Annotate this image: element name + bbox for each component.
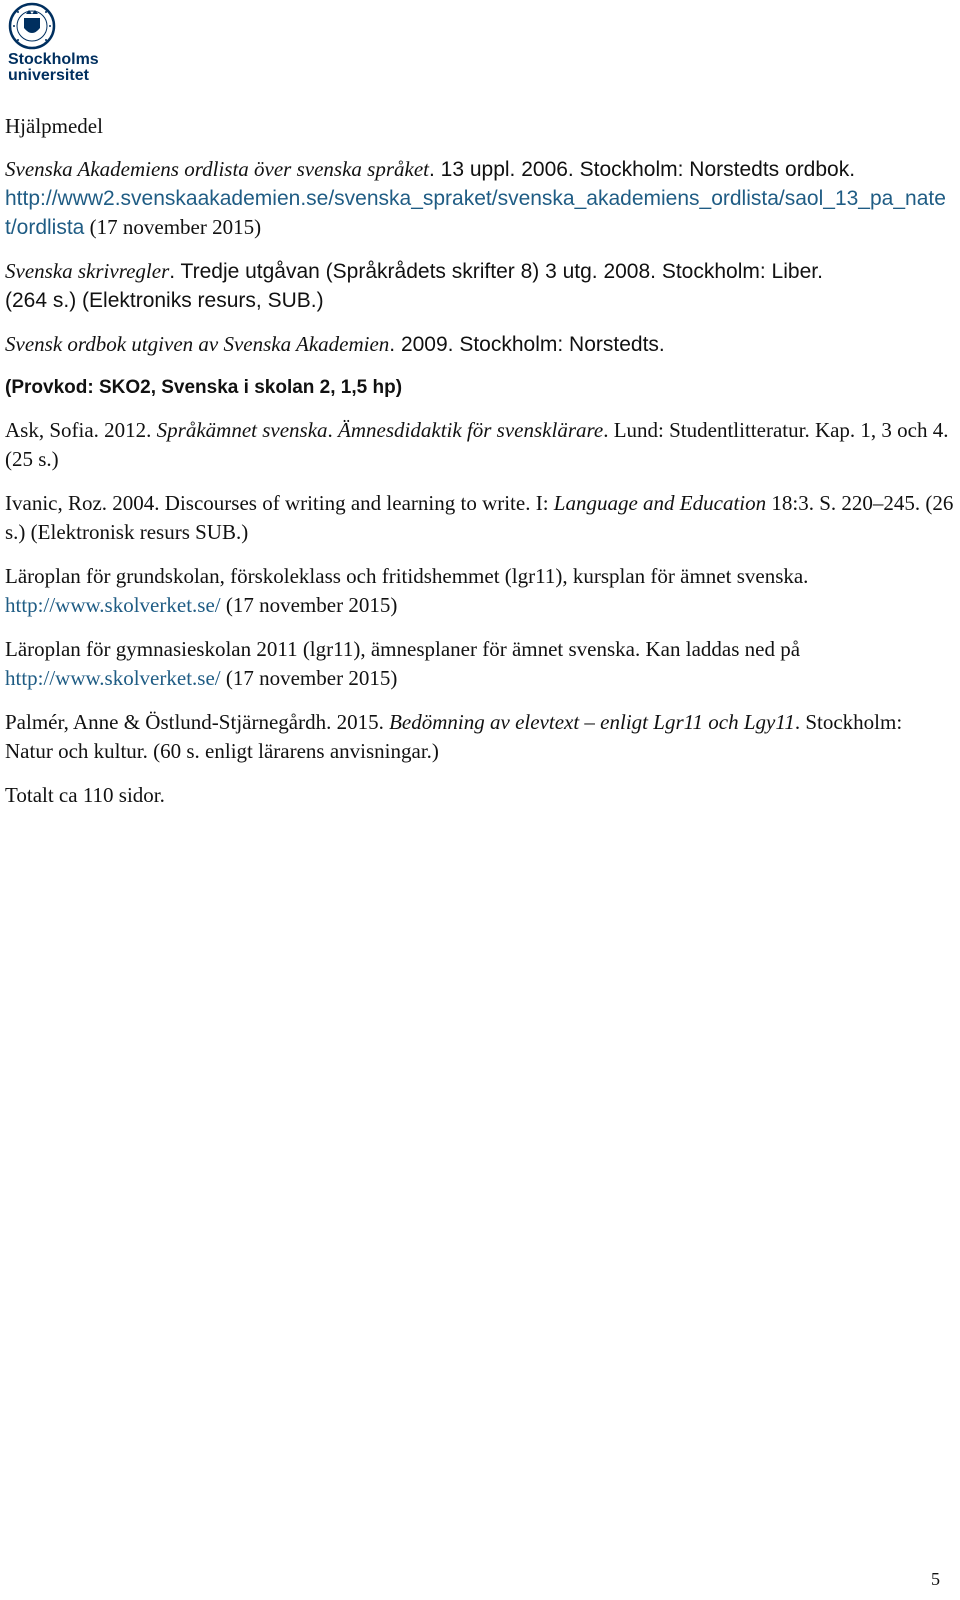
skrivregler-pages: (264 s.) (Elektroniks resurs, SUB.) (5, 289, 324, 312)
page-number: 5 (931, 1569, 940, 1589)
logo-line-2: universitet (8, 67, 89, 84)
ask-title-1: Språkämnet svenska (156, 418, 328, 442)
document-body (5, 112, 955, 810)
lgr11-text: Läroplan för grundskolan, förskoleklass och fritidshemmet (lgr11), kursplan för ämnet svenska. (5, 564, 809, 588)
reference-saol (5, 155, 955, 242)
saol-link[interactable]: http://www2.svenskaakademien.se/svenska_spraket/svenska_akademiens_ordlista/saol_13_pa_natet/ordlista (5, 187, 946, 239)
lgr11-date: (17 november 2015) (220, 593, 398, 617)
lgr11-link[interactable]: http://www.skolverket.se/ (5, 593, 221, 617)
ivanic-rest: 18:3. S. 220–245. (26 s.) (Elektronisk resurs SUB.) (5, 491, 954, 544)
palmer-title: Bedömning av elevtext – enligt Lgr11 och Lgy11 (389, 710, 795, 734)
gy11-date: (17 november 2015) (220, 666, 398, 690)
saol-rest: . 13 uppl. 2006. Stockholm: Norstedts ordbok. (428, 158, 856, 181)
provkod-heading: (Provkod: SKO2, Svenska i skolan 2, 1,5 hp) (5, 377, 403, 398)
logo-line-1: Stockholms (8, 51, 99, 68)
reference-ivanic (5, 489, 955, 547)
seal-icon (4, 2, 64, 52)
ivanic-journal: Language and Education (553, 491, 767, 515)
university-logo (4, 2, 114, 86)
ask-author: Ask, Sofia. 2012. (5, 418, 157, 442)
ask-rest: . Lund: Studentlitteratur. Kap. 1, 3 och 4. (25 s.) (5, 418, 949, 471)
gy11-text: Läroplan för gymnasieskolan 2011 (lgr11), ämnesplaner för ämnet svenska. Kan laddas ned på (5, 637, 801, 661)
ask-title-2: Ämnesdidaktik för svensklärare (338, 418, 604, 442)
section-heading: Hjälpmedel (5, 114, 103, 138)
gy11-link[interactable]: http://www.skolverket.se/ (5, 666, 221, 690)
ivanic-text: Ivanic, Roz. 2004. Discourses of writing and learning to write. I: (5, 491, 554, 515)
ask-sep: . (327, 418, 339, 442)
reference-palmer (5, 708, 955, 766)
so-title: Svensk ordbok utgiven av Svenska Akademien (5, 332, 390, 356)
reference-lgr11 (5, 562, 955, 620)
reference-ask (5, 416, 955, 474)
skrivregler-title: Svenska skrivregler (5, 259, 170, 283)
skrivregler-rest: . Tredje utgåvan (Språkrådets skrifter 8) 3 utg. 2008. Stockholm: Liber. (169, 260, 823, 283)
total-pages: Totalt ca 110 sidor. (5, 783, 165, 807)
logo-text (8, 52, 118, 84)
saol-title: Svenska Akademiens ordlista över svenska språket (5, 157, 429, 181)
reference-svensk-ordbok (5, 330, 955, 359)
palmer-author: Palmér, Anne & Östlund-Stjärnegårdh. 2015. (5, 710, 390, 734)
saol-date: (17 november 2015) (84, 215, 262, 239)
so-rest: . 2009. Stockholm: Norstedts. (389, 333, 665, 356)
reference-gy11 (5, 635, 955, 693)
palmer-rest: . Stockholm: Natur och kultur. (60 s. enligt lärarens anvisningar.) (5, 710, 903, 763)
reference-skrivregler (5, 257, 955, 315)
